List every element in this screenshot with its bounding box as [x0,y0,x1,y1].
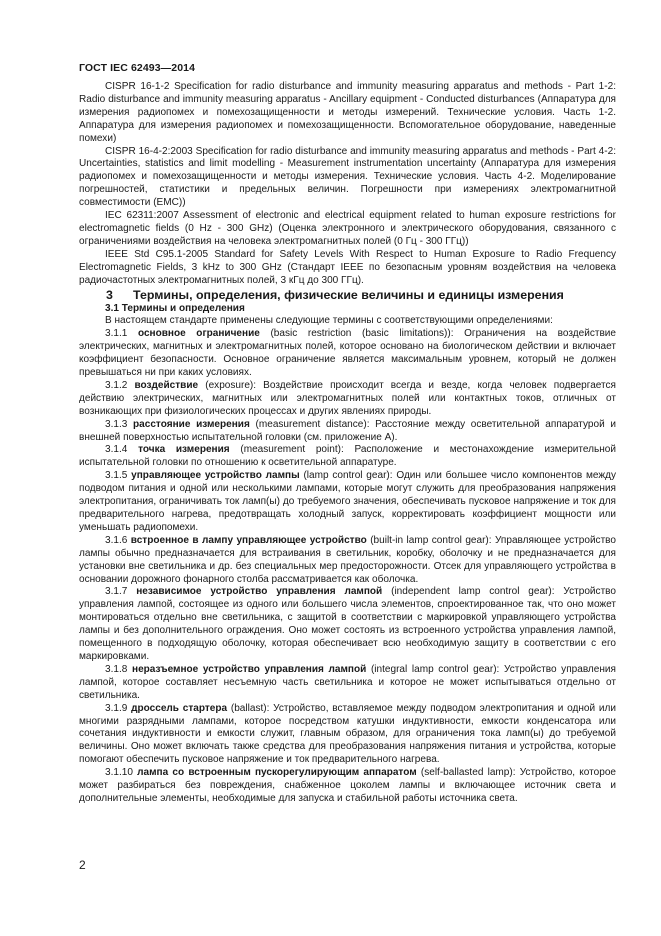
term-definition: (basic restriction (basic limitations)): Ограничения на воздействие электрических, магнитных и электромагнитных полей, которое основано на биологическом действии и включает коэффициент безопасности. Основное ограничение является максимальным уровнем, который не должен превышаться ни при каких условиях. [79,328,616,379]
document-body [79,81,616,806]
term-3-1-4 [79,444,616,470]
subsection-title: 3.1 Термины и определения [105,302,245,314]
term-name: неразъемное устройство управления лампой [132,663,367,675]
term-number: 3.1.1 [105,328,128,340]
term-definition: (integral lamp control gear): Устройство управления лампой, которое составляет несъемную часть светильника и которое не может испытываться отдельно от светильника. [79,663,616,701]
reference-cispr-16-4-2: CISPR 16-4-2:2003 Specification for radio disturbance and immunity measuring apparatus and methods - Part 4-2: Uncertainties, statistics and limit modelling - Measurement instrumentation uncertainty (Аппаратура для измерения радиопомех и помехозащищенности и методы измерения. Технические условия. Часть 4-2. Моделирование погрешностей, статистики и предельных величин. Погрешности при измерениях электромагнитной совместимости (EMC)) [79,145,616,209]
term-3-1-6 [79,535,616,587]
term-number: 3.1.2 [105,379,128,391]
term-3-1-10 [79,767,616,806]
term-3-1-1 [79,328,616,380]
term-name: лампа со встроенным пускорегулирующим аппаратом [137,767,417,779]
reference-ieee-c95: IEEE Std C95.1-2005 Standard for Safety Levels With Respect to Human Exposure to Radio Frequency Electromagnetic Fields, 3 kHz to 300 GHz (Стандарт IEEE по безопасным уровням воздействия на человека радиочастотных электромагнитных полей, 3 кГц до 300 ГГц). [79,248,616,286]
term-name: встроенное в лампу управляющее устройство [130,534,367,546]
reference-cispr-16-1-2: CISPR 16-1-2 Specification for radio disturbance and immunity measuring apparatus and methods - Part 1-2: Radio disturbance and immunity measuring apparatus - Ancillary equipment - Conducted disturbances (Аппаратура для измерения радиопомех и помехозащищенности и методы измерений. Технические условия. Часть 1-2. Аппаратура для измерения радиопомех и помехозащищенности. Вспомогательное оборудование, наведенные помехи) [79,81,616,144]
term-definition: (exposure): Воздействие происходит всегда и везде, когда человек подвергается действию электрических, магнитных или электромагнитных полей или контактных токов, отличных от возникающих при физиологических процессах и других явлениях природы. [79,379,617,417]
term-number: 3.1.8 [105,663,128,675]
term-definition: (measurement point): Расположение и местонахождение измерительной испытательной головки по отношению к осветительной аппаратуре. [79,444,617,469]
term-name: основное ограничение [137,328,260,340]
term-name: дроссель стартера [131,702,228,714]
term-name: точка измерения [138,444,230,456]
reference-iec-62311: IEC 62311:2007 Assessment of electronic and electrical equipment related to human exposure restrictions for electromagnetic fields (0 Hz - 300 GHz) (Оценка электронного и электрического оборудования, связанного с ограничениями воздействия на человека электромагнитных полей (0 Гц - 300 ГГц)) [79,210,616,247]
term-3-1-2 [79,380,616,419]
term-definition: (self-ballasted lamp): Устройство, которое может разбираться без повреждения, снабженное цоколем лампы и включающее источник света и дополнительные элементы, необходимые для запуска и стабильной работы источника света. [79,767,616,804]
term-3-1-3 [79,419,616,445]
term-number: 3.1.4 [105,444,128,456]
term-definition: (independent lamp control gear): Устройство управления лампой, состоящее из одного или большего числа элементов, спроектированное так, что оно может монтироваться отдельно вне светильника, с защитой в соответствии с маркировкой управляющего устройства лампы и без дополнительного ограждения. Оно может состоять из встроенного устройства управления лампой, помещенного в подходящую оболочку, которая обеспечивает всю необходимую защиту в соответствии с его маркировками. [79,586,616,662]
term-definition: (built-in lamp control gear): Управляющее устройство лампы обычно предназначается для встраивания в светильник, коробку, оболочку и не предназначается для установки вне светильника и др. без специальных мер предосторожности. Отсек для управляющего устройства в основании дорожного фонарного столба рассматривается как оболочка. [79,534,616,585]
term-definition: (lamp control gear): Один или большее число компонентов между подводом питания и одной или несколькими лампами, которые могут служить для преобразования напряжения электропитания, ограничивать ток ламп(ы) до требуемого значения, обеспечивать пусковое напряжение и ток для предварительного нагрева, предотвращать холодный запуск, корректировать коэффициент мощности или уменьшать радиопомехи. [79,470,616,533]
page-number: 2 [79,858,86,872]
term-number: 3.1.5 [105,470,128,482]
term-number: 3.1.6 [105,534,128,546]
term-3-1-7 [79,586,616,663]
subsection-intro: В настоящем стандарте применены следующие термины с соответствующими определениями: [105,315,553,327]
section-number: 3 [106,287,113,302]
section-title: Термины, определения, физические величины и единицы измерения [133,287,564,302]
term-3-1-9 [79,703,616,768]
term-number: 3.1.7 [105,586,128,598]
term-name: воздействие [134,379,199,391]
term-name: независимое устройство управления лампой [136,586,383,598]
term-definition: (ballast): Устройство, вставляемое между подводом электропитания и одной или многими разрядными лампами, которое посредством катушки индуктивности, емкости конденсатора или сочетания индуктивности и емкости служит, главным образом, для ограничения тока ламп(ы) до требуемой величины. Оно может включать также средства для преобразования напряжения питания и устройства, которые помогают обеспечить пусковое напряжение и ток предварительного нагрева. [79,702,616,766]
term-number: 3.1.3 [105,418,128,430]
section-heading [79,288,616,303]
document-header: ГОСТ IEC 62493—2014 [79,62,196,74]
term-number: 3.1.10 [105,767,133,779]
term-definition: (measurement distance): Расстояние между осветительной аппаратурой и внешней поверхностью испытательной головки (см. приложение А). [79,418,616,443]
term-name: расстояние измерения [133,418,250,430]
term-3-1-5 [79,470,616,535]
term-3-1-8 [79,664,616,703]
term-name: управляющее устройство лампы [131,470,300,482]
term-number: 3.1.9 [105,702,128,714]
